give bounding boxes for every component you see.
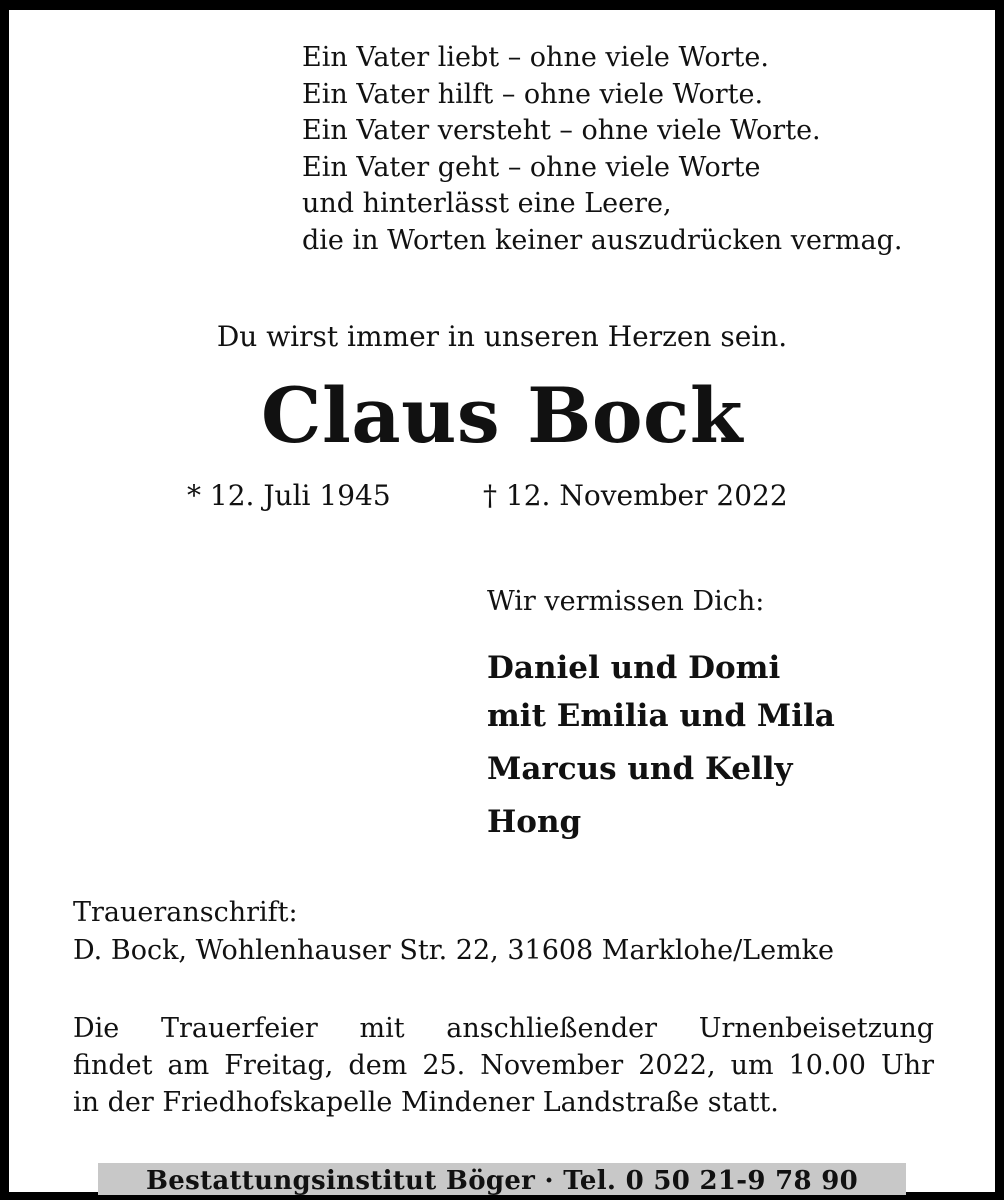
poem-line: Ein Vater geht – ohne viele Worte — [302, 151, 761, 183]
poem-line: Ein Vater liebt – ohne viele Worte. — [302, 42, 769, 73]
poem-line: die in Worten keiner auszudrücken vermag. — [302, 224, 903, 256]
deceased-name: Claus Bock — [261, 371, 743, 460]
mourners-heading: Wir vermissen Dich: — [487, 586, 765, 617]
death-date: † 12. November 2022 — [483, 479, 788, 512]
service-info — [73, 1010, 934, 1121]
service-line: findet am Freitag, dem 25. November 2022, um 10.00 Uhr — [73, 1050, 934, 1081]
funeral-home-footer: Bestattungsinstitut Böger · Tel. 0 50 21-9 78 90 — [145, 1166, 859, 1196]
mourner-line: Hong — [487, 804, 582, 840]
mourner-line: Daniel und Domi — [487, 650, 781, 686]
address-text: D. Bock, Wohlenhauser Str. 22, 31608 Marklohe/Lemke — [73, 935, 835, 966]
birth-date: * 12. Juli 1945 — [187, 479, 391, 512]
address-heading: Traueranschrift: — [73, 897, 298, 928]
poem-line: und hinterlässt eine Leere, — [302, 188, 672, 219]
mourner-line: mit Emilia und Mila — [487, 698, 835, 734]
poem-line: Ein Vater versteht – ohne viele Worte. — [302, 115, 821, 146]
mourner-line: Marcus und Kelly — [487, 751, 793, 787]
poem-line: Ein Vater hilft – ohne viele Worte. — [302, 78, 764, 110]
poem — [302, 40, 902, 259]
service-line: Die Trauerfeier mit anschließender Urnenbeisetzung — [73, 1013, 934, 1044]
service-line: in der Friedhofskapelle Mindener Landstraße statt. — [73, 1087, 779, 1118]
intro-line: Du wirst immer in unseren Herzen sein. — [216, 320, 788, 353]
